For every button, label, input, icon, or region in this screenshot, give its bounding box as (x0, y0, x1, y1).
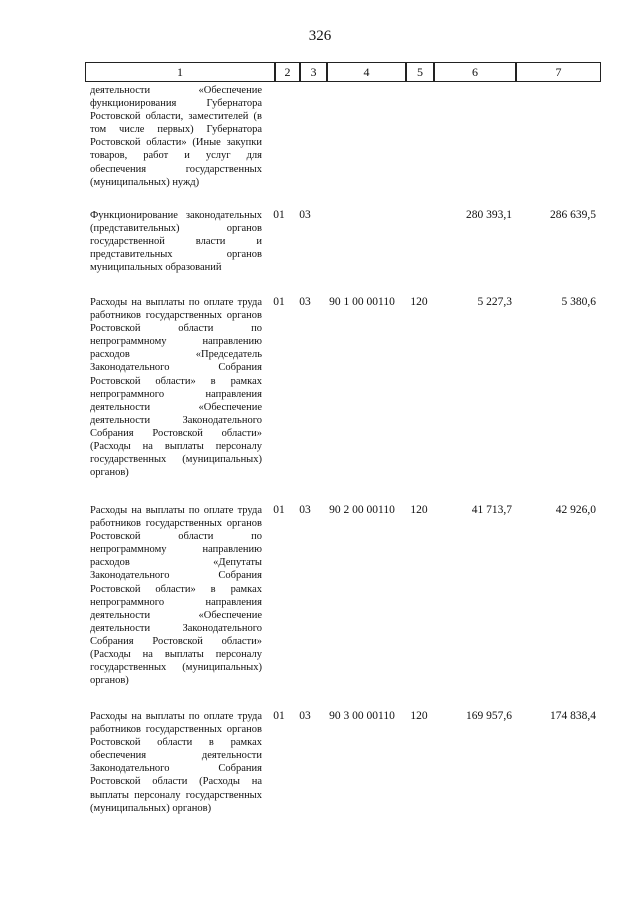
header-col-3: 3 (300, 62, 327, 82)
page-number: 326 (308, 28, 332, 44)
row-value-2020: 5 380,6 (561, 296, 596, 308)
row-section: 01 (273, 209, 285, 221)
header-col-7: 7 (516, 62, 601, 82)
row-value-2019: 280 393,1 (466, 209, 512, 221)
row-value-2020: 174 838,4 (550, 710, 596, 722)
header-col-4: 4 (327, 62, 406, 82)
header-col-1: 1 (85, 62, 275, 82)
row-value-2020: 286 639,5 (550, 209, 596, 221)
row-description: Расходы на выплаты по оплате труда работников государственных органов Ростовской области по непрограммному направлению расходов «Депутаты Законодательного Собрания Ростовской области» в рамках непрограммного направления деятельности «Обеспечение деятельности Законодательного Собрания Ростовской области» (Расходы на выплаты персоналу государственных (муниципальных) органов) (90, 505, 262, 687)
row-value-2019: 169 957,6 (466, 710, 512, 722)
row-article: 90 3 00 00110 (329, 710, 395, 722)
header-col-2: 2 (275, 62, 300, 82)
header-col-5: 5 (406, 62, 434, 82)
row-value-2019: 41 713,7 (471, 504, 512, 516)
row-subsection: 03 (299, 504, 311, 516)
row-description: Расходы на выплаты по оплате труда работников государственных органов Ростовской области в рамках обеспечения деятельности Законодательного Собрания Ростовской области (Расходы на выплаты персоналу государственных (муниципальных) органов) (90, 711, 262, 814)
row-subsection: 03 (299, 710, 311, 722)
row-subsection: 03 (299, 209, 311, 221)
row-description: деятельности «Обеспечение функционирования Губернатора Ростовской области, заместителей (в том числе первых) Губернатора Ростовской области» (Иные закупки товаров, работ и услуг для обеспечения государственных (муниципальных) нужд) (90, 85, 262, 188)
row-section: 01 (273, 296, 285, 308)
row-description: Расходы на выплаты по оплате труда работников государственных органов Ростовской области по непрограммному направлению расходов «Председатель Законодательного Собрания Ростовской области» в рамках непрограммного направления деятельности «Обеспечение деятельности Законодательного Собрания Ростовской области» (Расходы на выплаты персоналу государственных (муниципальных) органов) (90, 297, 262, 479)
row-expense-kind: 120 (410, 504, 428, 516)
header-col-6: 6 (434, 62, 516, 82)
table-header (86, 62, 602, 82)
row-value-2020: 42 926,0 (555, 504, 596, 516)
row-value-2019: 5 227,3 (477, 296, 512, 308)
row-article: 90 1 00 00110 (329, 296, 395, 308)
row-expense-kind: 120 (410, 710, 428, 722)
row-article: 90 2 00 00110 (329, 504, 395, 516)
row-expense-kind: 120 (410, 296, 428, 308)
row-description: Функционирование законодательных (представительных) органов государственной власти и представительных органов муниципальных образований (90, 210, 262, 274)
row-section: 01 (273, 710, 285, 722)
row-subsection: 03 (299, 296, 311, 308)
row-section: 01 (273, 504, 285, 516)
